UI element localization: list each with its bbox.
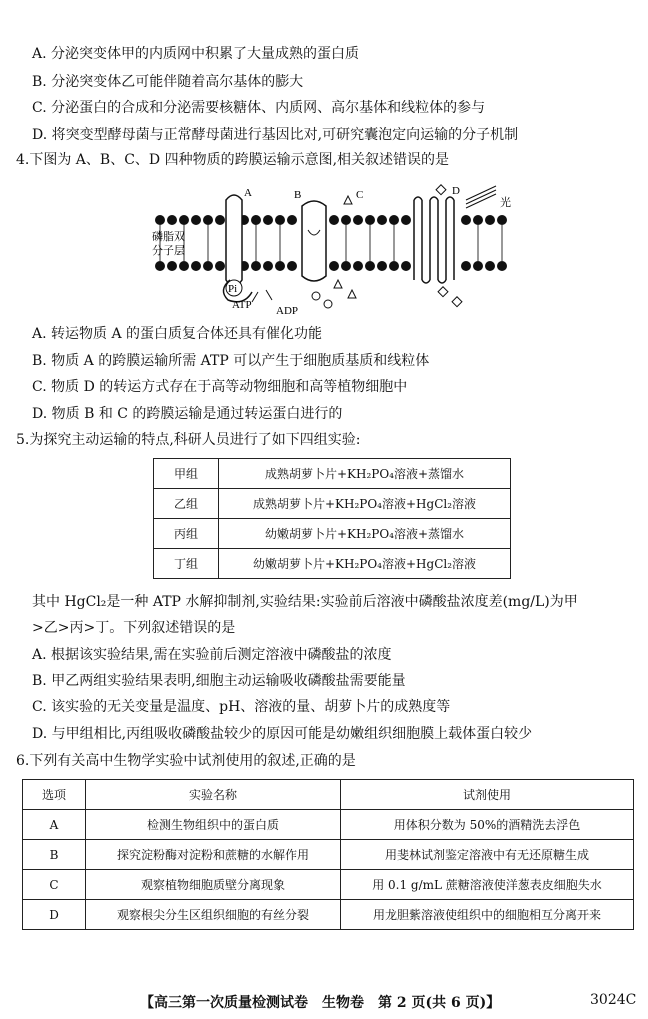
q4-option-c: C. 物质 D 的转运方式存在于高等动物细胞和高等植物细胞中 — [32, 379, 408, 395]
q4-option-b: B. 物质 A 的跨膜运输所需 ATP 可以产生于细胞质基质和线粒体 — [32, 353, 430, 369]
option-cell: C — [23, 870, 86, 900]
table-row — [154, 459, 511, 489]
table-row — [23, 870, 634, 900]
reagent-cell: 用 0.1 g/mL 蔗糖溶液使洋葱表皮细胞失水 — [341, 870, 634, 900]
table-row — [23, 900, 634, 930]
option-cell: B — [23, 840, 86, 870]
group-cell: 丁组 — [154, 549, 219, 579]
name-cell: 探究淀粉酶对淀粉和蔗糖的水解作用 — [86, 840, 341, 870]
header-reagent: 试剂使用 — [341, 780, 634, 810]
label-c: C — [356, 189, 364, 201]
header-option: 选项 — [23, 780, 86, 810]
label-atp: ATP — [232, 299, 252, 311]
q4-option-a: A. 转运物质 A 的蛋白质复合体还具有催化功能 — [32, 326, 323, 342]
q5-option-d: D. 与甲组相比,丙组吸收磷酸盐较少的原因可能是幼嫩组织细胞膜上载体蛋白较少 — [32, 726, 533, 742]
page-footer: 【高三第一次质量检测试卷 生物卷 第 2 页(共 6 页)】 — [140, 995, 501, 1011]
group-cell: 乙组 — [154, 489, 219, 519]
table-row — [154, 549, 511, 579]
membrane-transport-figure — [148, 180, 518, 315]
q6-table — [22, 779, 634, 930]
q5-option-c: C. 该实验的无关变量是温度、pH、溶液的量、胡萝卜片的成熟度等 — [32, 699, 451, 715]
label-d: D — [452, 185, 460, 197]
option-cell: A — [23, 810, 86, 840]
reagent-cell: 用斐林试剂鉴定溶液中有无还原糖生成 — [341, 840, 634, 870]
q5-stem: 5.为探究主动运输的特点,科研人员进行了如下四组实验: — [16, 432, 361, 448]
q6-stem: 6.下列有关高中生物学实验中试剂使用的叙述,正确的是 — [16, 753, 356, 769]
label-light: 光 — [500, 197, 511, 209]
header-experiment: 实验名称 — [86, 780, 341, 810]
option-d-prev: D. 将突变型酵母菌与正常酵母菌进行基因比对,可研究囊泡定向运输的分子机制 — [32, 127, 519, 143]
label-a: A — [244, 187, 252, 199]
label-pi: Pi — [228, 283, 238, 295]
table-row — [154, 489, 511, 519]
table-row — [23, 810, 634, 840]
reagent-cell: 用龙胆紫溶液使组织中的细胞相互分离开来 — [341, 900, 634, 930]
name-cell: 观察植物细胞质壁分离现象 — [86, 870, 341, 900]
q4-stem: 4.下图为 A、B、C、D 四种物质的跨膜运输示意图,相关叙述错误的是 — [16, 152, 450, 168]
option-a-prev: A. 分泌突变体甲的内质网中积累了大量成熟的蛋白质 — [32, 46, 360, 62]
label-adp: ADP — [276, 305, 299, 315]
q5-option-b: B. 甲乙两组实验结果表明,细胞主动运输吸收磷酸盐需要能量 — [32, 673, 406, 689]
content-cell: 幼嫩胡萝卜片+KH₂PO₄溶液+蒸馏水 — [219, 519, 511, 549]
name-cell: 观察根尖分生区组织细胞的有丝分裂 — [86, 900, 341, 930]
name-cell: 检测生物组织中的蛋白质 — [86, 810, 341, 840]
content-cell: 幼嫩胡萝卜片+KH₂PO₄溶液+HgCl₂溶液 — [219, 549, 511, 579]
q5-text-2: >乙>丙>丁。下列叙述错误的是 — [32, 620, 236, 636]
table-row — [154, 519, 511, 549]
q4-option-d: D. 物质 B 和 C 的跨膜运输是通过转运蛋白进行的 — [32, 406, 343, 422]
reagent-cell: 用体积分数为 50%的酒精洗去浮色 — [341, 810, 634, 840]
table-header-row — [23, 780, 634, 810]
option-c-prev: C. 分泌蛋白的合成和分泌需要核糖体、内质网、高尔基体和线粒体的参与 — [32, 100, 486, 116]
q5-option-a: A. 根据该实验结果,需在实验前后测定溶液中磷酸盐的浓度 — [32, 647, 392, 663]
table-row — [23, 840, 634, 870]
content-cell: 成熟胡萝卜片+KH₂PO₄溶液+HgCl₂溶液 — [219, 489, 511, 519]
label-b: B — [294, 189, 302, 201]
paper-code: 3024C — [590, 992, 637, 1008]
option-cell: D — [23, 900, 86, 930]
label-bilayer-1: 磷脂双 — [152, 231, 185, 243]
q5-text-1: 其中 HgCl₂是一种 ATP 水解抑制剂,实验结果:实验前后溶液中磷酸盐浓度差(mg/L)为甲 — [32, 594, 578, 610]
q5-table — [153, 458, 511, 579]
group-cell: 甲组 — [154, 459, 219, 489]
label-bilayer-2: 分子层 — [152, 245, 185, 257]
group-cell: 丙组 — [154, 519, 219, 549]
option-b-prev: B. 分泌突变体乙可能伴随着高尔基体的膨大 — [32, 74, 304, 90]
content-cell: 成熟胡萝卜片+KH₂PO₄溶液+蒸馏水 — [219, 459, 511, 489]
